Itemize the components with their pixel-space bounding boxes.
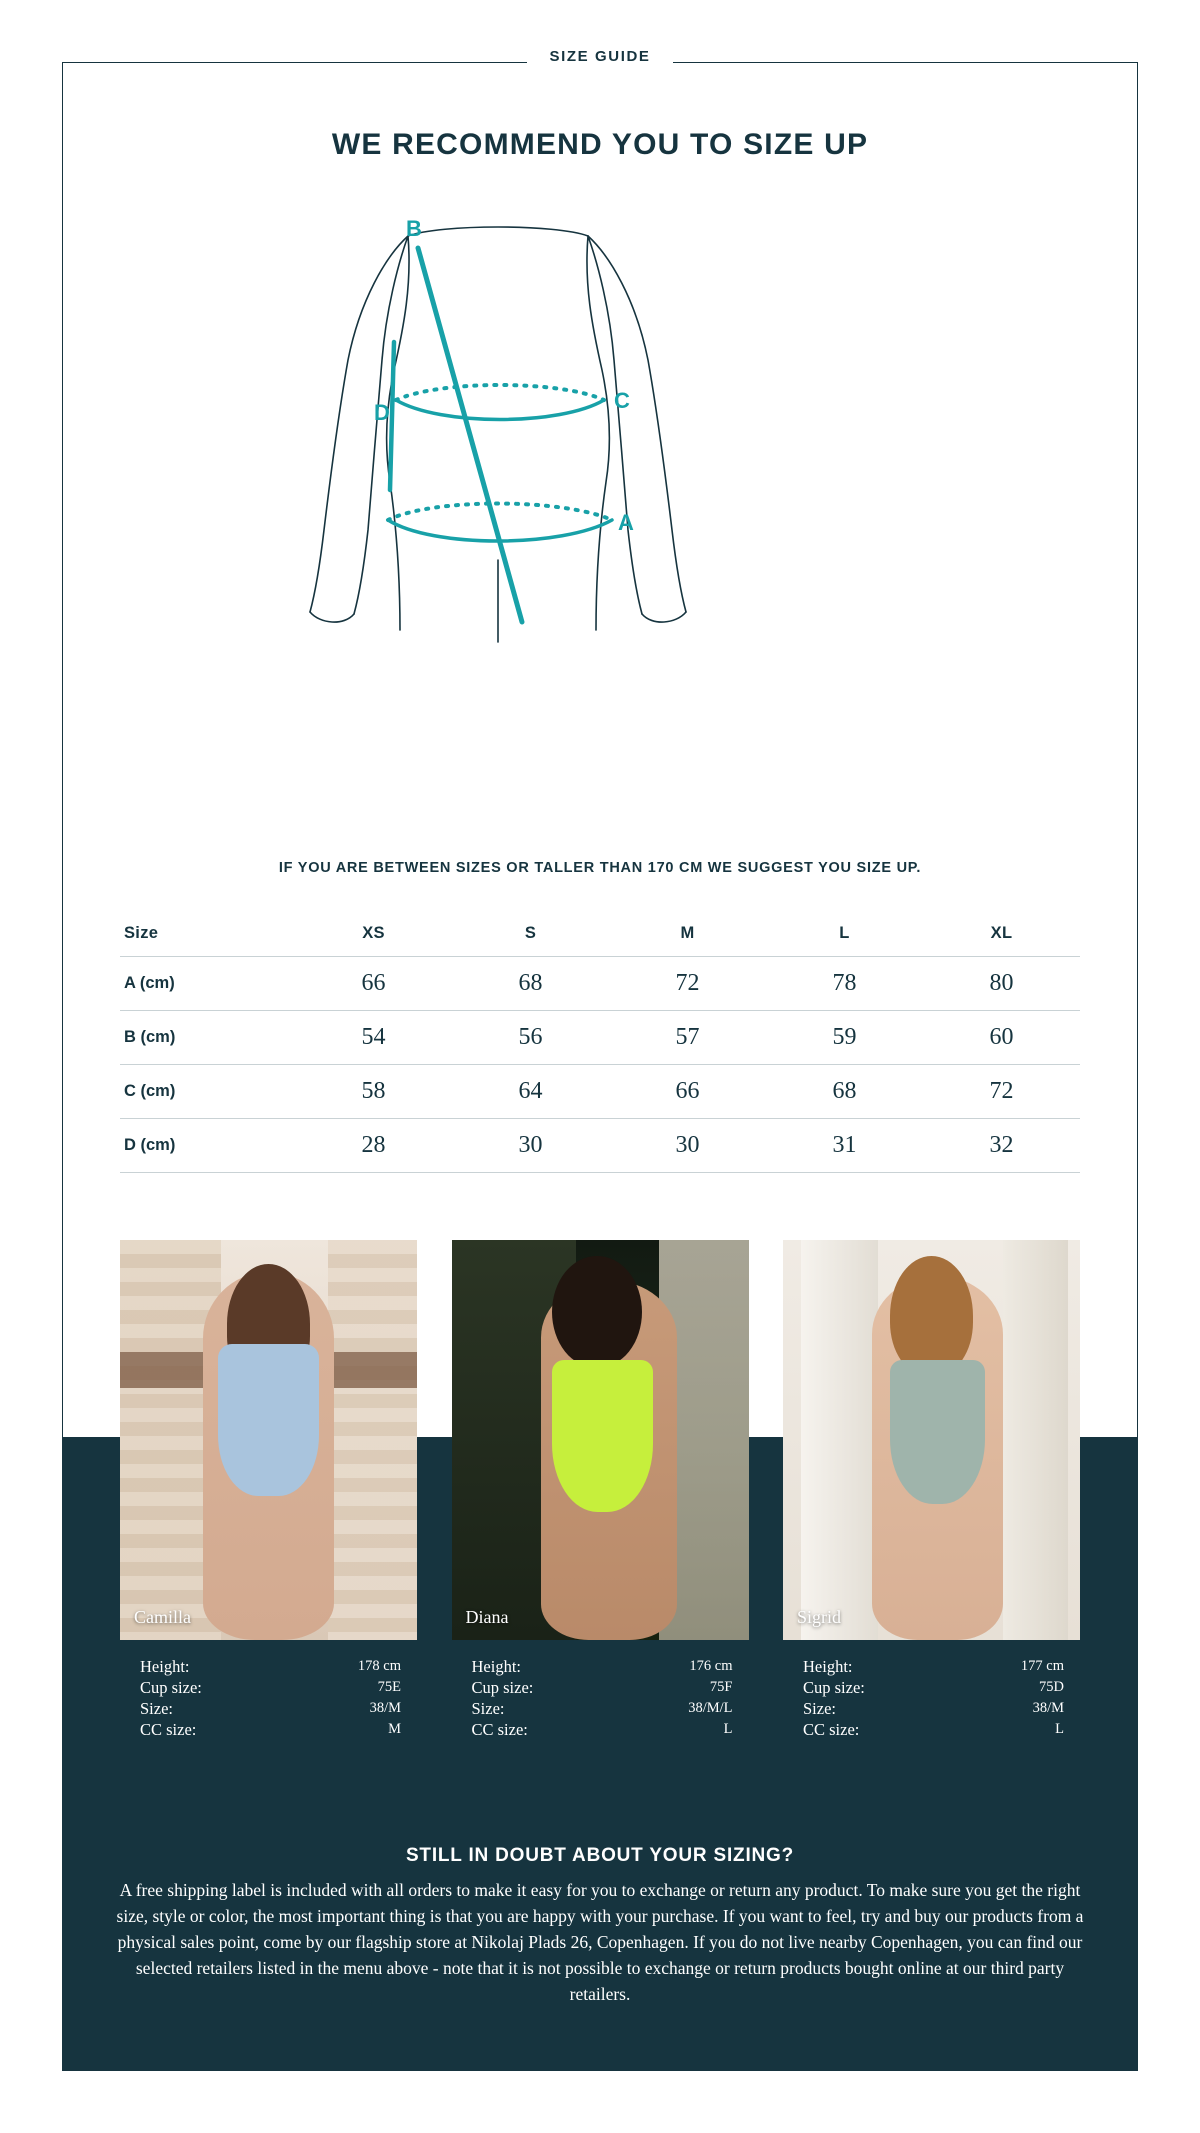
size-guide-tag-label: SIZE GUIDE <box>527 48 672 65</box>
model-specs-diana <box>452 1656 749 1740</box>
table-row <box>120 1118 1080 1172</box>
spec-row <box>472 1677 733 1698</box>
page-title: WE RECOMMEND YOU TO SIZE UP <box>331 128 869 161</box>
footer-section <box>110 1845 1090 2007</box>
spec-label: Height: <box>140 1657 190 1676</box>
table-cell: 30 <box>518 1131 543 1158</box>
table-col-s: S <box>524 924 537 943</box>
model-card-diana <box>452 1240 749 1740</box>
model-name: Diana <box>465 1607 509 1627</box>
model-card-camilla <box>120 1240 417 1740</box>
table-col-m: M <box>680 924 695 943</box>
spec-label: Cup size: <box>803 1678 865 1697</box>
spec-value: 38/M <box>1032 1700 1064 1716</box>
spec-label: Size: <box>471 1699 505 1718</box>
table-cell: 78 <box>832 969 857 996</box>
table-cell: 60 <box>989 1023 1014 1050</box>
diagram-label-a: A <box>618 510 634 535</box>
spec-row <box>803 1677 1064 1698</box>
spec-row <box>472 1656 733 1677</box>
model-image-diana <box>452 1240 749 1640</box>
table-header-row <box>120 912 1080 956</box>
table-cell: 66 <box>675 1077 700 1104</box>
spec-row <box>803 1698 1064 1719</box>
table-cell: 59 <box>832 1023 857 1050</box>
table-cell: 28 <box>361 1131 386 1158</box>
spec-value: 38/M/L <box>688 1700 733 1716</box>
size-table-wrap <box>120 912 1080 1173</box>
spec-row <box>472 1719 733 1740</box>
table-col-l: L <box>839 924 850 943</box>
spec-label: Size: <box>803 1699 836 1718</box>
model-name: Camilla <box>134 1607 191 1627</box>
spec-value: 177 cm <box>1020 1658 1064 1674</box>
spec-label: Height: <box>471 1657 521 1676</box>
size-table-body <box>120 956 1080 1172</box>
table-cell: 31 <box>832 1131 857 1158</box>
spec-row <box>140 1719 401 1740</box>
spec-label: Size: <box>140 1699 173 1718</box>
spec-value: 176 cm <box>689 1658 733 1674</box>
size-table-head <box>120 912 1080 956</box>
spec-label: Cup size: <box>140 1678 202 1697</box>
table-cell: 68 <box>832 1077 857 1104</box>
table-row-label-a: A (cm) <box>124 973 175 992</box>
diagram-label-c: C <box>614 388 630 413</box>
table-cell: 32 <box>989 1131 1014 1158</box>
model-specs-camilla <box>120 1656 417 1740</box>
spec-label: CC size: <box>471 1720 528 1739</box>
table-cell: 72 <box>675 969 700 996</box>
table-corner-label: Size <box>124 924 159 943</box>
model-photo-camilla <box>120 1240 417 1640</box>
spec-value: 75E <box>377 1679 401 1695</box>
table-cell: 58 <box>361 1077 386 1104</box>
spec-row <box>803 1656 1064 1677</box>
size-table <box>120 912 1080 1173</box>
table-cell: 80 <box>989 969 1014 996</box>
sizing-suggestion: IF YOU ARE BETWEEN SIZES OR TALLER THAN 170 CM WE SUGGEST YOU SIZE UP. <box>278 860 922 876</box>
spec-row <box>140 1656 401 1677</box>
table-cell: 68 <box>518 969 543 996</box>
table-row <box>120 956 1080 1010</box>
table-cell: 30 <box>675 1131 700 1158</box>
diagram-label-d: D <box>374 400 390 425</box>
table-cell: 66 <box>361 969 386 996</box>
model-image-sigrid <box>783 1240 1080 1640</box>
spec-label: Height: <box>803 1657 853 1676</box>
table-cell: 56 <box>518 1023 543 1050</box>
model-card-sigrid <box>783 1240 1080 1740</box>
spec-label: CC size: <box>140 1720 197 1739</box>
table-cell: 64 <box>518 1077 543 1104</box>
model-photo-diana <box>452 1240 749 1640</box>
model-photo-sigrid <box>783 1240 1080 1640</box>
table-col-xs: XS <box>362 924 385 943</box>
model-name: Sigrid <box>797 1607 842 1627</box>
table-row-label-c: C (cm) <box>124 1081 176 1100</box>
table-row-label-d: D (cm) <box>124 1135 176 1154</box>
spec-label: Cup size: <box>471 1678 534 1697</box>
spec-value: L <box>723 1721 733 1737</box>
footer-body: A free shipping label is included with all orders to make it easy for you to exchange or return any product. To make sure you get the right size, style or color, the most important thing is that you are happy with your purchase. If you want to feel, try and buy our products from a physical sales point, come by our flagship store at Nikolaj Plads 26, Copenhagen. If you do not live nearby Copenhagen, you can find our selected retailers listed in the menu above - note that it is not possible to exchange or return products bought online at our third party retailers. <box>116 1880 1084 2004</box>
table-row <box>120 1010 1080 1064</box>
spec-row <box>140 1698 401 1719</box>
model-cards <box>120 1240 1080 1740</box>
footer-title: STILL IN DOUBT ABOUT YOUR SIZING? <box>405 1845 795 1866</box>
model-image-camilla <box>120 1240 417 1640</box>
table-col-xl: XL <box>990 924 1013 943</box>
model-specs-sigrid <box>783 1656 1080 1740</box>
table-row-label-b: B (cm) <box>124 1027 176 1046</box>
spec-value: L <box>1055 1721 1064 1737</box>
spec-row <box>472 1698 733 1719</box>
spec-label: CC size: <box>803 1720 860 1739</box>
table-row <box>120 1064 1080 1118</box>
spec-value: 75F <box>709 1679 733 1695</box>
spec-row <box>140 1677 401 1698</box>
table-cell: 72 <box>989 1077 1014 1104</box>
measurement-diagram <box>290 216 910 650</box>
table-cell: 57 <box>675 1023 700 1050</box>
spec-value: M <box>388 1721 401 1737</box>
spec-value: 75D <box>1039 1679 1064 1695</box>
spec-row <box>803 1719 1064 1740</box>
spec-value: 38/M <box>369 1700 401 1716</box>
diagram-label-b: B <box>406 216 422 241</box>
spec-value: 178 cm <box>357 1658 401 1674</box>
table-cell: 54 <box>361 1023 386 1050</box>
